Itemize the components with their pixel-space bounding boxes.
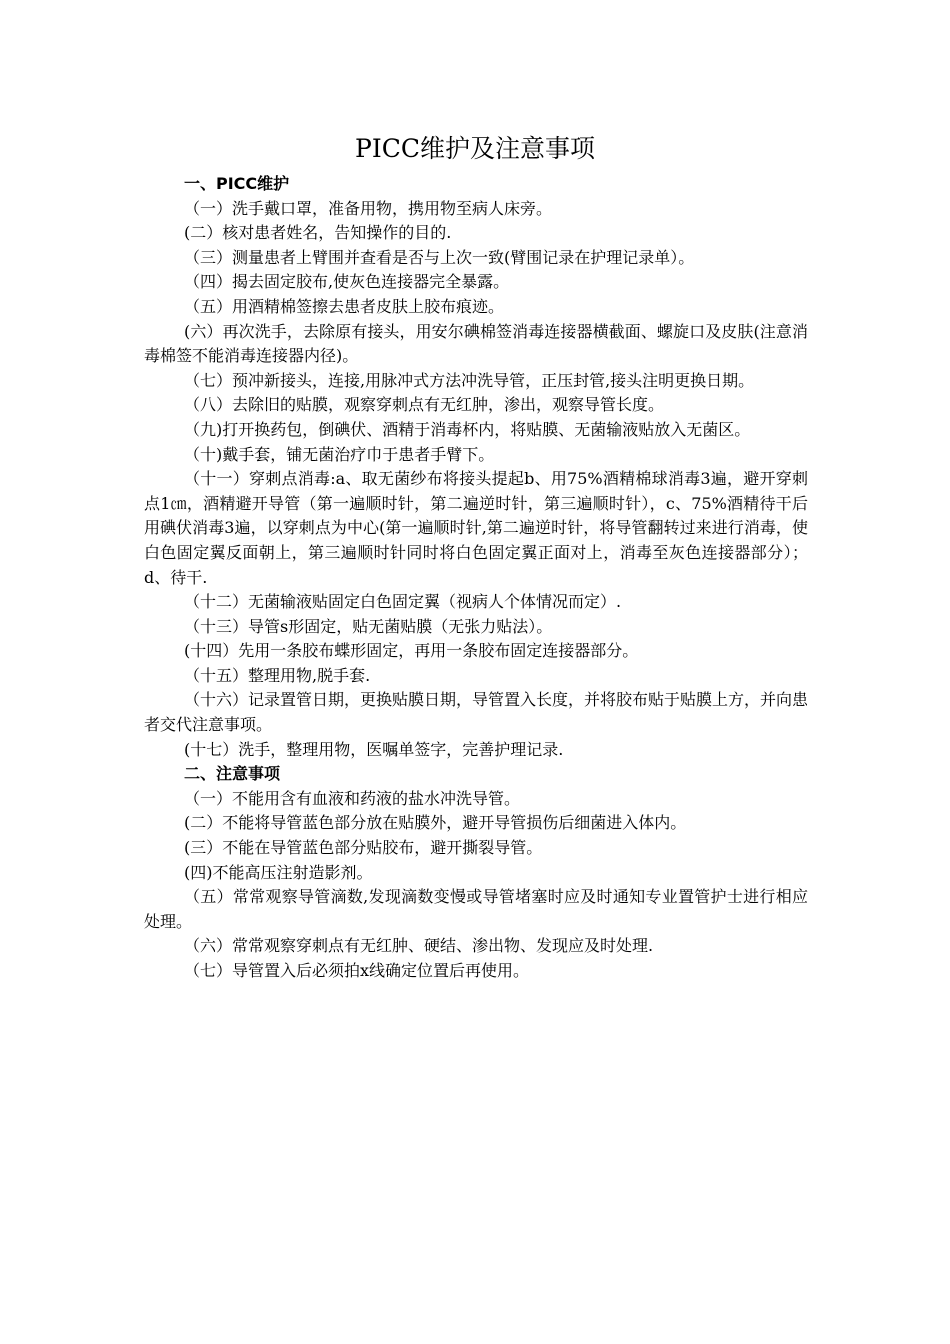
section-heading: 一、PICC维护: [184, 174, 290, 193]
document-body: [144, 172, 808, 984]
paragraph: (二）核对患者姓名，告知操作的目的.: [184, 223, 452, 243]
paragraph: (六）再次洗手，去除原有接头，用安尔碘棉签消毒连接器横截面、螺旋口及皮肤(注意消毒棉签不能消毒连接器内径)。: [144, 321, 808, 366]
paragraph: (十四）先用一条胶布蝶形固定，再用一条胶布固定连接器部分。: [184, 641, 639, 661]
paragraph: (十七）洗手，整理用物，医嘱单签字，完善护理记录.: [184, 739, 564, 759]
paragraph: （十六）记录置管日期，更换贴膜日期，导管置入长度，并将胶布贴于贴膜上方，并向患者交代注意事项。: [144, 690, 809, 735]
paragraph: （七）导管置入后必须拍x线确定位置后再使用。: [184, 961, 530, 980]
paragraph: （五）用酒精棉签擦去患者皮肤上胶布痕迹。: [184, 296, 505, 316]
paragraph: （十二）无菌输液贴固定白色固定翼（视病人个体情况而定）.: [184, 592, 622, 612]
section-heading: 二、注意事项: [184, 764, 281, 784]
paragraph: （五）常常观察导管滴数,发现滴数变慢或导管堵塞时应及时通知专业置管护士进行相应处理。: [144, 887, 808, 931]
paragraph: （十五）整理用物,脱手套.: [184, 665, 371, 685]
paragraph: (四)不能高压注射造影剂。: [184, 862, 373, 882]
paragraph: (三）不能在导管蓝色部分贴胶布，避开撕裂导管。: [184, 838, 543, 858]
paragraph: （四）揭去固定胶布,使灰色连接器完全暴露。: [184, 272, 510, 292]
paragraph: （一）不能用含有血液和药液的盐水冲洗导管。: [184, 788, 521, 808]
paragraph: （六）常常观察穿刺点有无红肿、硬结、渗出物、发现应及时处理.: [184, 936, 654, 956]
paragraph: （七）预冲新接头，连接,用脉冲式方法冲洗导管，正压封管,接头注明更换日期。: [184, 370, 755, 390]
paragraph: （十三）导管s形固定，贴无菌贴膜（无张力贴法）。: [184, 616, 553, 636]
paragraph: （一）洗手戴口罩，准备用物，携用物至病人床旁。: [184, 198, 553, 218]
paragraph: （十)戴手套，铺无菌治疗巾于患者手臂下。: [184, 444, 495, 464]
paragraph: （十一）穿刺点消毒:a、取无菌纱布将接头提起b、用75%酒精棉球消毒3遍，避开穿刺点1㎝，酒精避开导管（第一遍顺时针，第二遍逆时针，第三遍顺时针），c、75%酒精待干后用碘伏消毒3遍，以穿刺点为中心(第一遍顺时针,第二遍逆时针，将导管翻转过来进行消毒，使白色固定翼反面朝上，第三遍顺时针同时将白色固定翼正面对上，消毒至灰色连接器部分）；d、待干.: [144, 469, 808, 587]
paragraph: (二）不能将导管蓝色部分放在贴膜外，避开导管损伤后细菌进入体内。: [184, 813, 687, 833]
document-title: PICC维护及注意事项: [355, 134, 595, 163]
paragraph: （三）测量患者上臂围并查看是否与上次一致(臂围记录在护理记录单）。: [184, 247, 695, 267]
paragraph: （八）去除旧的贴膜，观察穿刺点有无红肿，渗出，观察导管长度。: [184, 395, 665, 415]
paragraph: （九)打开换药包，倒碘伏、酒精于消毒杯内，将贴膜、无菌输液贴放入无菌区。: [184, 419, 751, 439]
